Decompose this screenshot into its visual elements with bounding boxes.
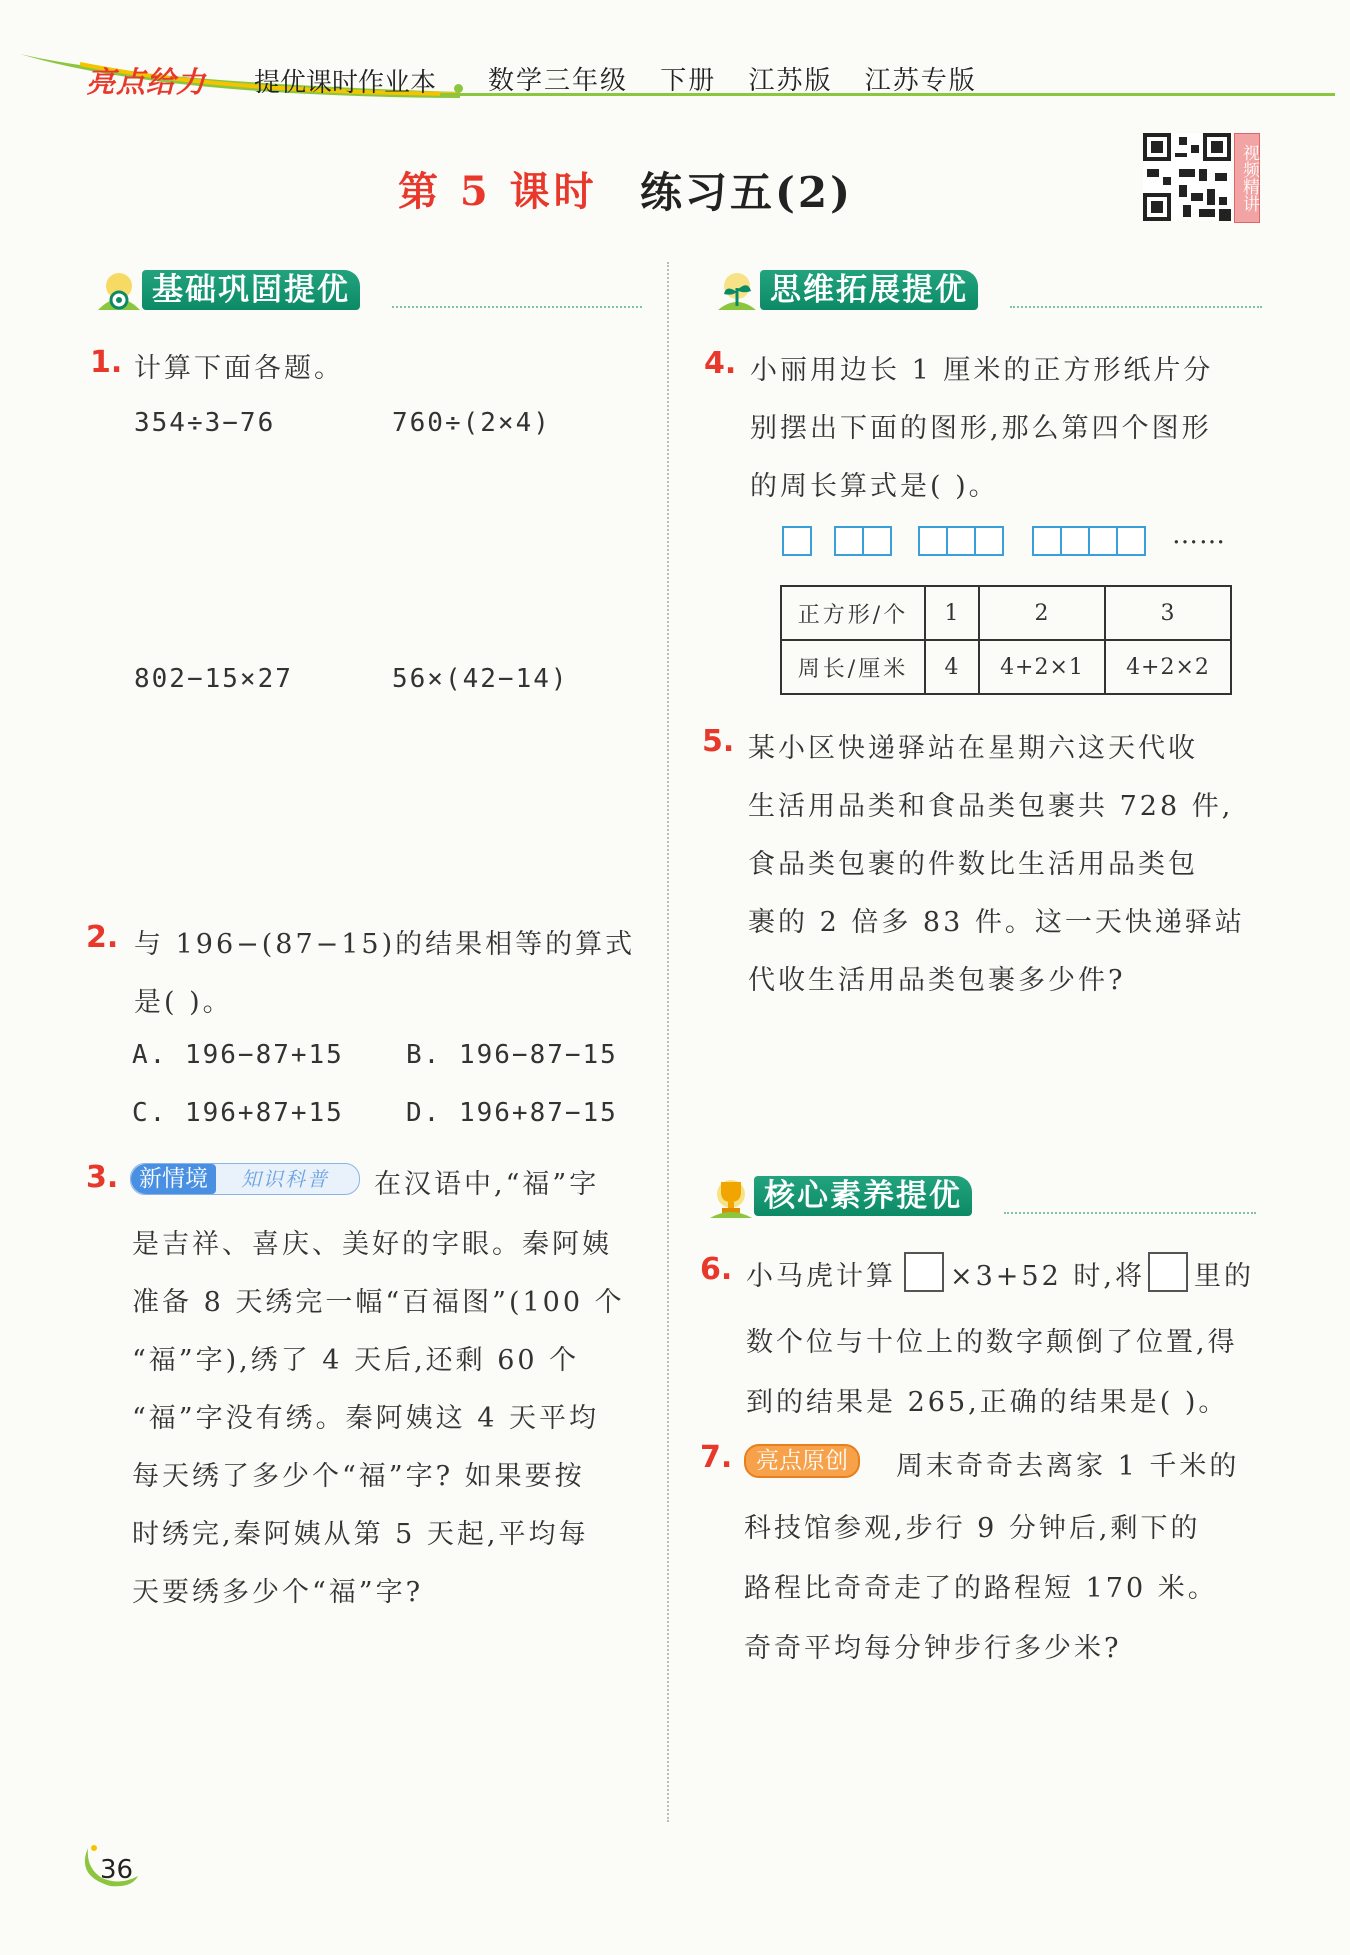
square-tile <box>1088 526 1118 556</box>
choice-option-c[interactable]: C. 196+87+15 <box>132 1098 344 1128</box>
pattern-ellipsis: …… <box>1172 520 1226 550</box>
question-5-text: 食品类包裹的件数比生活用品类包 <box>748 849 1198 880</box>
question-2-text: 与 196−(87−15)的结果相等的算式 <box>134 929 636 960</box>
section-dotted-rule <box>1004 1212 1256 1214</box>
question-7-number: 7. <box>700 1440 733 1475</box>
question-3-text: 准备 8 天绣完一幅“百福图”(100 个 <box>132 1287 625 1318</box>
choice-option-a[interactable]: A. 196−87+15 <box>132 1040 344 1070</box>
question-2-number: 2. <box>86 920 119 955</box>
section-core-label: 核心素养提优 <box>754 1176 972 1216</box>
question-5-text: 某小区快递驿站在星期六这天代收 <box>748 733 1198 764</box>
gear-sun-icon <box>92 266 146 316</box>
table-cell: 4+2×2 <box>1105 640 1231 694</box>
section-core-banner <box>704 1176 1260 1216</box>
sprout-icon <box>710 266 764 316</box>
question-3-text: “福”字),绣了 4 天后,还剩 60 个 <box>132 1345 580 1376</box>
table-cell: 3 <box>1105 586 1231 640</box>
square-tile <box>862 526 892 556</box>
question-3-text: “福”字没有绣。秦阿姨这 4 天平均 <box>132 1403 599 1434</box>
question-6-number: 6. <box>700 1252 733 1287</box>
table-row <box>781 640 1231 694</box>
expression: 802−15×27 <box>134 664 293 694</box>
section-thinking-banner <box>710 270 1266 310</box>
question-6-text: 数个位与十位上的数字颠倒了位置,得 <box>746 1327 1238 1358</box>
square-tile <box>974 526 1004 556</box>
question-3-text: 时绣完,秦阿姨从第 5 天起,平均每 <box>132 1519 589 1550</box>
expression: 354÷3−76 <box>134 408 276 438</box>
question-1-prompt: 计算下面各题。 <box>134 353 344 384</box>
perimeter-table <box>780 585 1232 695</box>
header-dot <box>454 84 463 93</box>
lesson-number: 第 5 课时 <box>398 168 598 215</box>
lesson-title: 练习五(2) <box>640 168 853 217</box>
question-5-number: 5. <box>702 724 735 759</box>
answer-blank-box[interactable] <box>1148 1252 1188 1292</box>
question-2-text: 是( )。 <box>134 987 233 1018</box>
question-4-text: 小丽用边长 1 厘米的正方形纸片分 <box>750 355 1214 386</box>
new-context-tag-sub: 知识科普 <box>241 1167 329 1191</box>
table-cell: 4+2×1 <box>979 640 1105 694</box>
table-cell: 4 <box>925 640 979 694</box>
table-cell: 正方形/个 <box>781 586 925 640</box>
question-7-text: 奇奇平均每分钟步行多少米? <box>744 1633 1122 1664</box>
square-tile <box>946 526 976 556</box>
square-tile <box>1032 526 1062 556</box>
trophy-icon <box>704 1172 758 1222</box>
question-5-text: 生活用品类和食品类包裹共 728 件, <box>748 791 1234 822</box>
new-context-tag-main: 新情境 <box>131 1164 216 1194</box>
table-cell: 1 <box>925 586 979 640</box>
question-3-text: 天要绣多少个“福”字? <box>132 1577 424 1608</box>
expression: 760÷(2×4) <box>392 408 551 438</box>
choice-option-b[interactable]: B. 196−87−15 <box>406 1040 618 1070</box>
question-4-text: 的周长算式是( )。 <box>750 471 999 502</box>
question-3-number: 3. <box>86 1160 119 1195</box>
question-6-text: 小马虎计算 <box>746 1261 896 1292</box>
answer-blank-box[interactable] <box>904 1252 944 1292</box>
question-5-text: 代收生活用品类包裹多少件? <box>748 965 1126 996</box>
new-context-tag <box>130 1163 360 1195</box>
question-7-text: 科技馆参观,步行 9 分钟后,剩下的 <box>744 1513 1201 1544</box>
brand-logo-text: 亮点给力 <box>86 65 207 99</box>
column-divider <box>667 262 669 1822</box>
table-row <box>781 586 1231 640</box>
choice-option-d[interactable]: D. 196+87−15 <box>406 1098 618 1128</box>
series-name: 提优课时作业本 <box>254 68 437 98</box>
square-tile <box>834 526 864 556</box>
square-tile <box>918 526 948 556</box>
question-4-text: 别摆出下面的图形,那么第四个图形 <box>750 413 1212 444</box>
question-4-number: 4. <box>704 346 737 381</box>
square-tile <box>1116 526 1146 556</box>
expression: 56×(42−14) <box>392 664 569 694</box>
original-tag: 亮点原创 <box>744 1444 860 1478</box>
section-dotted-rule <box>1010 306 1262 308</box>
question-7-text: 路程比奇奇走了的路程短 170 米。 <box>744 1573 1218 1604</box>
section-basic-banner <box>92 270 648 310</box>
question-6-text: 到的结果是 265,正确的结果是( )。 <box>746 1387 1229 1418</box>
section-basic-label: 基础巩固提优 <box>142 270 360 310</box>
video-explanation-label: 视频精讲 <box>1234 133 1260 223</box>
question-7-text: 周末奇奇去离家 1 千米的 <box>896 1451 1240 1482</box>
section-dotted-rule <box>392 306 642 308</box>
square-tile <box>782 526 812 556</box>
question-3-text: 每天绣了多少个“福”字? 如果要按 <box>132 1461 585 1492</box>
question-5-text: 裹的 2 倍多 83 件。这一天快递驿站 <box>748 907 1245 938</box>
question-6-text: ×3+52 时,将 <box>950 1261 1145 1292</box>
section-thinking-label: 思维拓展提优 <box>760 270 978 310</box>
question-6-text: 里的 <box>1194 1261 1254 1292</box>
grade-info: 数学三年级 下册 江苏版 江苏专版 <box>488 66 977 96</box>
qr-code-icon[interactable] <box>1143 133 1231 221</box>
square-tile <box>1060 526 1090 556</box>
table-cell: 2 <box>979 586 1105 640</box>
question-3-text: 是吉祥、喜庆、美好的字眼。秦阿姨 <box>132 1229 612 1260</box>
table-cell: 周长/厘米 <box>781 640 925 694</box>
page-number: 36 <box>100 1855 134 1885</box>
question-3-text: 在汉语中,“福”字 <box>374 1169 600 1200</box>
question-1-number: 1. <box>90 345 123 380</box>
